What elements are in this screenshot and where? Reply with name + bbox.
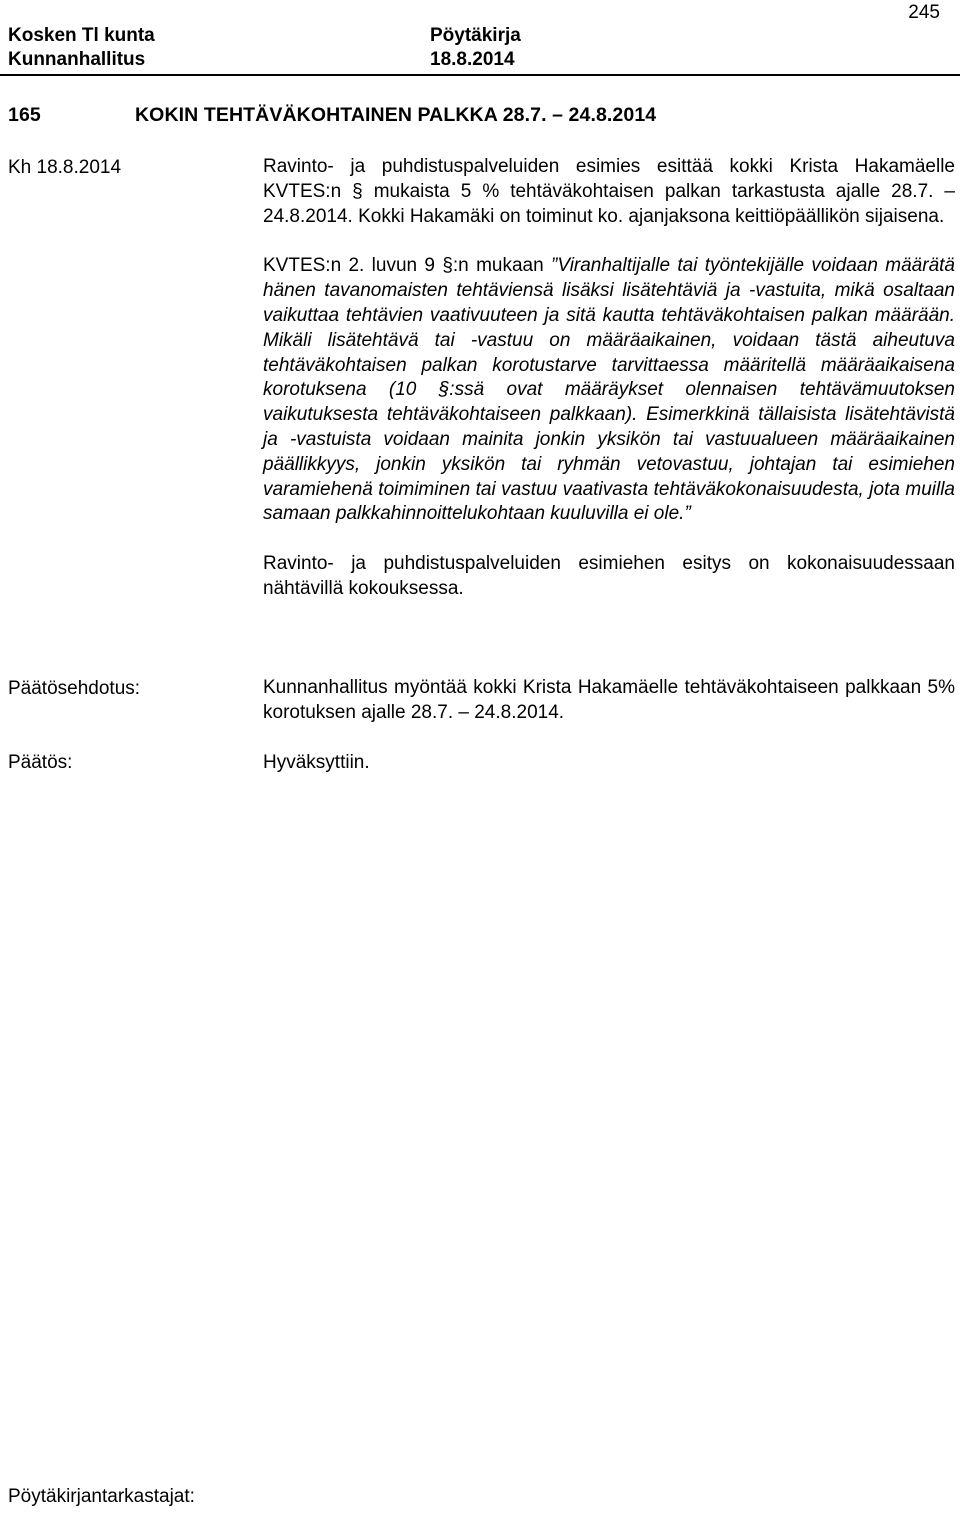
- reviewers-label: Pöytäkirjantarkastajat:: [8, 1486, 195, 1507]
- section-number: 165: [8, 104, 41, 126]
- header-organization: Kosken Tl kunta: [8, 25, 155, 46]
- decision-text: Hyväksyttiin.: [263, 752, 370, 773]
- intro-paragraph: Ravinto- ja puhdistuspalveluiden esimies esittää kokki Krista Hakamäelle KVTES:n § mukaista 5 % tehtäväkohtaisen palkan tarkastusta ajalle 28.7. – 24.8.2014. Kokki Hakamäki on toiminut ko. ajanjaksona keittiöpäällikön sijaisena.: [263, 156, 955, 227]
- kvtes-quote: ”Viranhaltijalle tai työntekijälle voidaan määrätä hänen tavanomaisten tehtäviensä lisäksi lisätehtäviä ja -vastuita, mikä osaltaan vaikuttaa tehtävien vaativuuteen ja sitä kautta tehtäväkohtaisen palkan määrään. Mikäli lisätehtävä tai -vastuu on määräaikainen, voidaan tästä aiheutuva tehtäväkohtaisen palkan korotustarve tarvittaessa määritellä määräaikaisena korotuksena (10 §:ssä ovat määräykset olennaisen tehtävämuutoksen vaikutuksesta tehtäväkohtaiseen palkkaan). Esimerkkinä tällaisista lisätehtävistä ja -vastuista voidaan mainita jonkin yksikön tai vastuualueen määräaikainen päällikkyys, jonkin yksikön tai ryhmän vetovastuu, johtajan tai esimiehen varamiehenä toimiminen tai vastuu vaativasta tehtäväkokonaisuudesta, jota muilla samaan palkkahinnoittelukohtaan kuuluvilla ei ole.”: [263, 255, 955, 525]
- page-number: 245: [908, 2, 940, 23]
- proposal-text: Kunnanhallitus myöntää kokki Krista Hakamäelle tehtäväkohtaiseen palkkaan 5% korotuksen ajalle 28.7. – 24.8.2014.: [263, 677, 955, 723]
- kvtes-paragraph: [263, 254, 955, 527]
- availability-paragraph: Ravinto- ja puhdistuspalveluiden esimiehen esitys on kokonaisuudessaan nähtävillä kokouksessa.: [263, 553, 955, 599]
- proposal-label: Päätösehdotus:: [8, 678, 141, 699]
- decision-label: Päätös:: [8, 752, 73, 773]
- header-divider: [0, 74, 960, 76]
- header-body: Kunnanhallitus: [8, 49, 146, 70]
- meeting-label: Kh 18.8.2014: [8, 157, 122, 178]
- header-date: 18.8.2014: [430, 49, 515, 70]
- kvtes-reference: KVTES:n 2. luvun 9 §:n mukaan: [263, 255, 552, 277]
- header-doc-type: Pöytäkirja: [430, 25, 521, 46]
- entry-body: [263, 155, 955, 602]
- section-title: KOKIN TEHTÄVÄKOHTAINEN PALKKA 28.7. – 24.8.2014: [135, 104, 657, 126]
- section-heading: [8, 104, 656, 127]
